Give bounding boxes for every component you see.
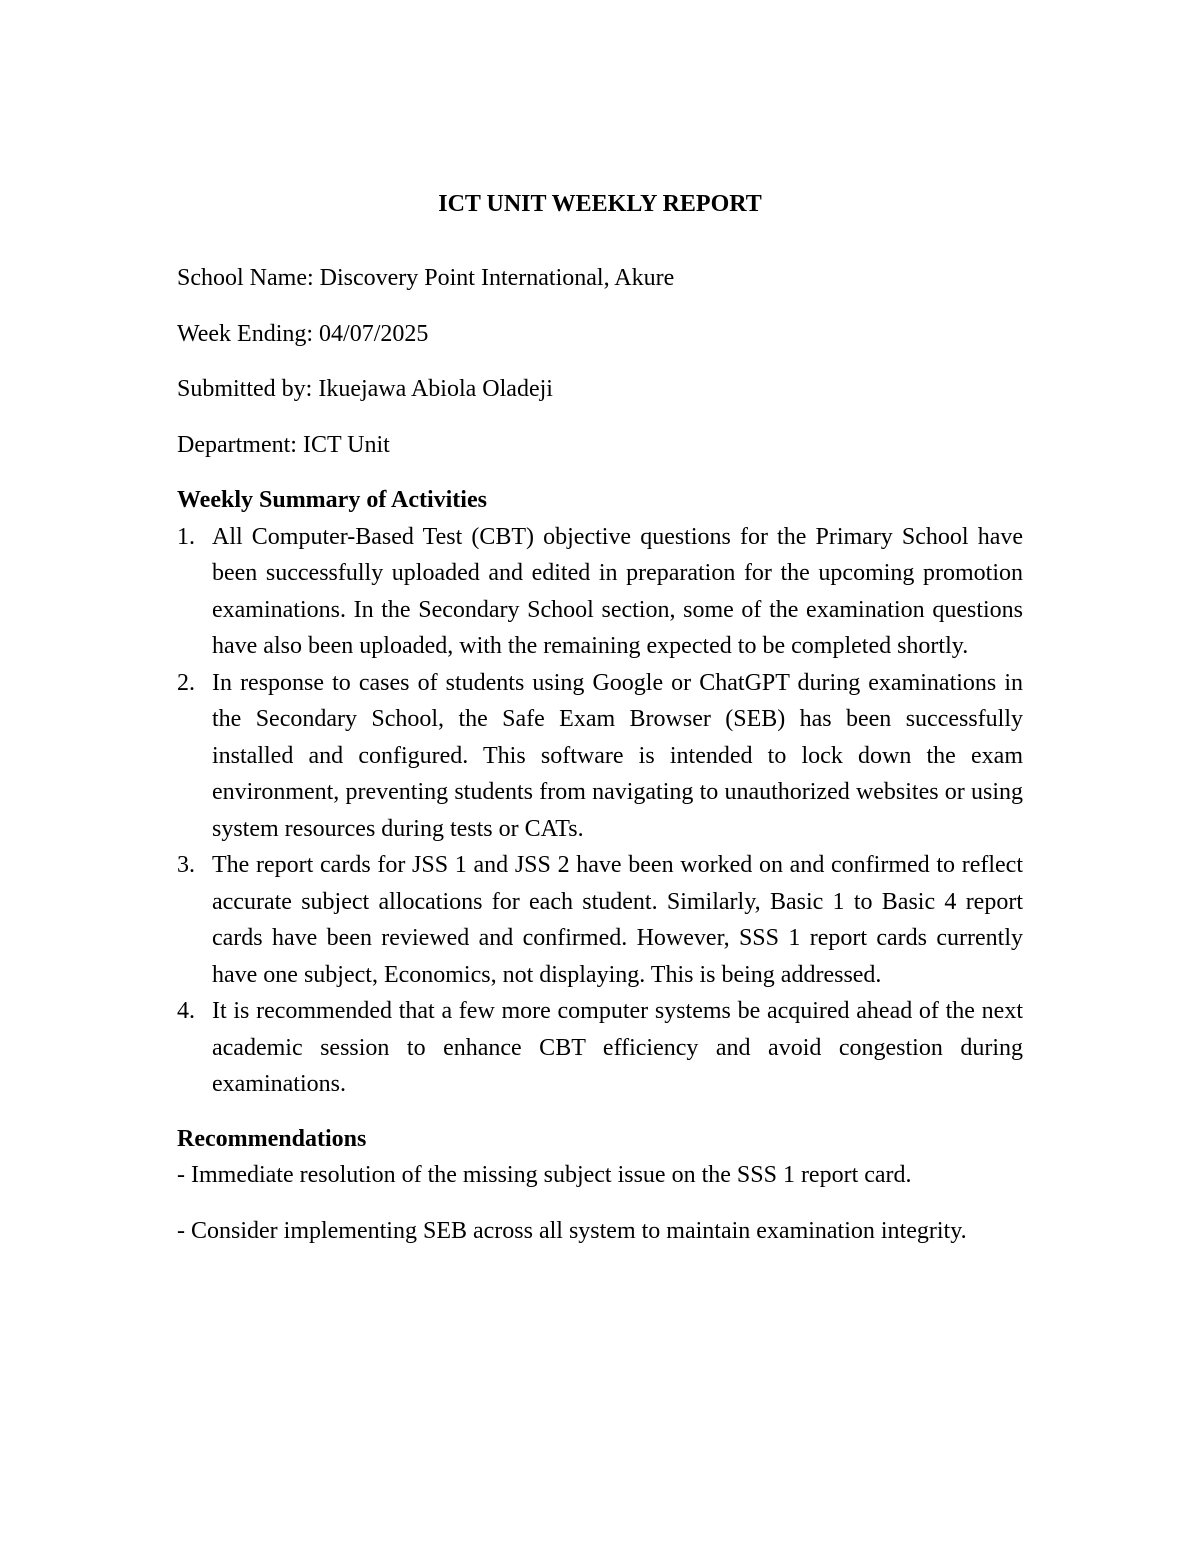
submitted-by-field: Submitted by: Ikuejawa Abiola Oladeji: [177, 376, 553, 402]
summary-heading: Weekly Summary of Activities: [177, 487, 487, 513]
activity-text: In response to cases of students using Google or ChatGPT during examinations in the Secondary School, the Safe Exam Browser (SEB) has been successfully installed and configured. This software is intended to lock down the exam environment, preventing students from navigating to unauthorized websites or using system resources during tests or CATs.: [212, 669, 1023, 842]
recommendation-item: - Consider implementing SEB across all system to maintain examination integrity.: [177, 1217, 967, 1244]
list-number: 3.: [177, 852, 195, 878]
recommendations-heading: Recommendations: [177, 1125, 367, 1152]
list-number: 2.: [177, 669, 195, 696]
activity-item: [177, 847, 1023, 993]
activity-item: [177, 665, 1023, 848]
report-body: [177, 186, 1023, 1268]
activity-text: The report cards for JSS 1 and JSS 2 have been worked on and confirmed to reflect accurate subject allocations for each student. Similarly, Basic 1 to Basic 4 report cards have been reviewed and confirmed. However, SSS 1 report cards currently have one subject, Economics, not displaying. This is being addressed.: [212, 852, 1023, 988]
activity-item: [177, 993, 1023, 1103]
list-number: 1.: [177, 523, 195, 550]
report-title: ICT UNIT WEEKLY REPORT: [438, 191, 762, 217]
week-ending-field: Week Ending: 04/07/2025: [177, 320, 429, 347]
activity-text: It is recommended that a few more computer systems be acquired ahead of the next academic session to enhance CBT efficiency and avoid congestion during examinations.: [212, 998, 1023, 1097]
department-field: Department: ICT Unit: [177, 431, 390, 458]
list-number: 4.: [177, 998, 195, 1024]
recommendation-item: - Immediate resolution of the missing subject issue on the SSS 1 report card.: [177, 1162, 912, 1188]
school-name-field: School Name: Discovery Point International, Akure: [177, 265, 675, 291]
activity-item: [177, 519, 1023, 665]
activities-list: [177, 519, 1023, 1103]
activity-text: All Computer-Based Test (CBT) objective questions for the Primary School have been successfully uploaded and edited in preparation for the upcoming promotion examinations. In the Secondary School section, some of the examination questions have also been uploaded, with the remaining expected to be completed shortly.: [212, 523, 1023, 659]
